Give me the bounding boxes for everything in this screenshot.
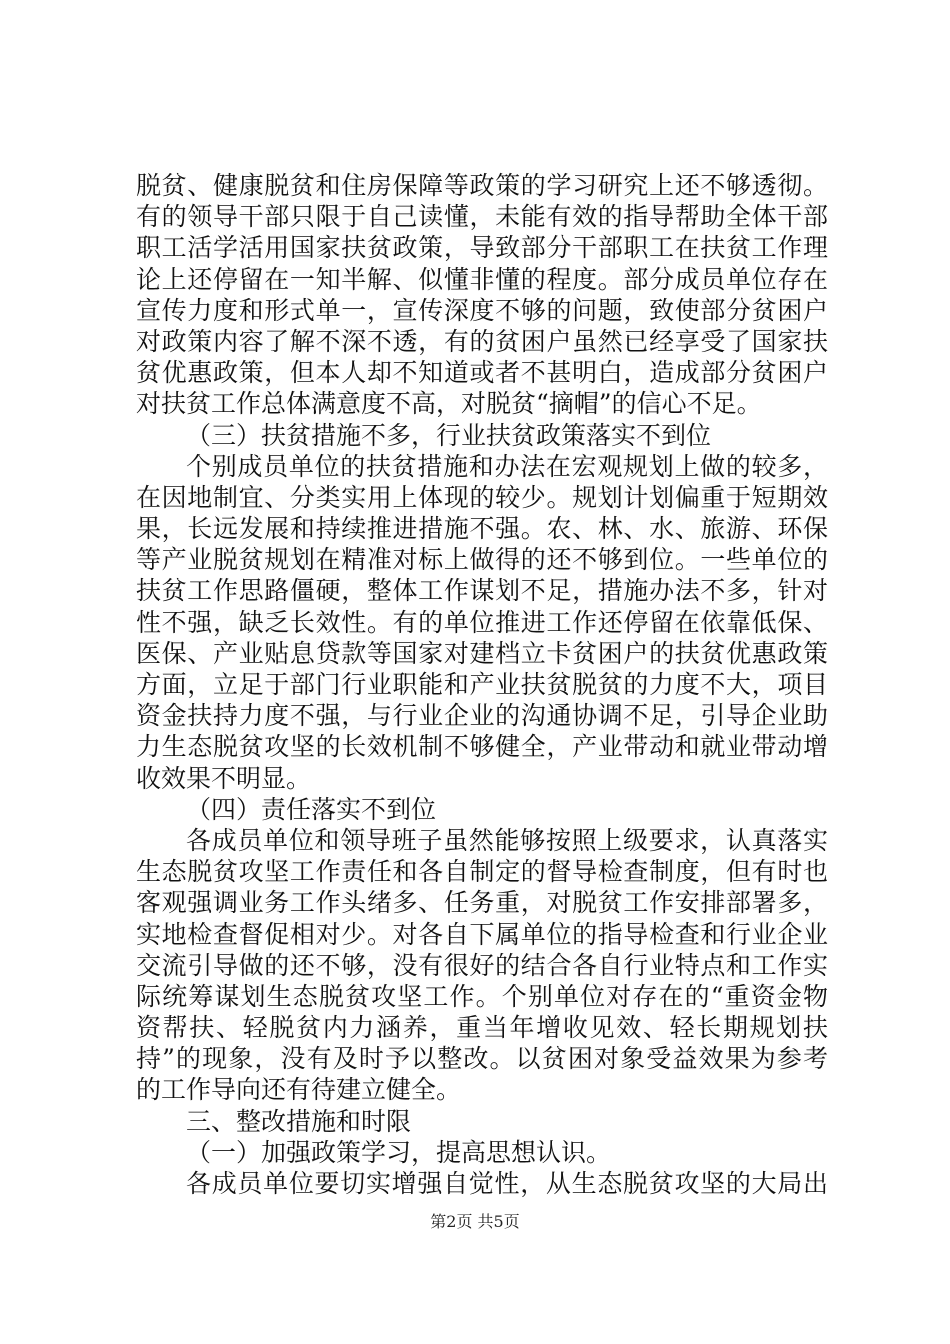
text-line: 在因地制宜、分类实用上体现的较少。规划计划偏重于短期效: [136, 482, 828, 512]
section-heading: [136, 794, 828, 825]
text-line: 实地检查督促相对少。对各自下属单位的指导检查和行业企业: [136, 919, 828, 949]
text-line: 各成员单位和领导班子虽然能够按照上级要求，认真落实: [186, 825, 828, 855]
text-line: 职工活学活用国家扶贫政策，导致部分干部职工在扶贫工作理: [136, 233, 828, 263]
text-line: 收效果不明显。: [136, 763, 312, 793]
section-heading: [136, 1137, 828, 1168]
text-line: 力生态脱贫攻坚的长效机制不够健全，产业带动和就业带动增: [136, 732, 828, 762]
document-body: [136, 170, 828, 1199]
heading-text: （四）责任落实不到位: [186, 794, 437, 824]
text-line: 性不强，缺乏长效性。有的单位推进工作还停留在依靠低保、: [136, 607, 828, 637]
text-line: 医保、产业贴息贷款等国家对建档立卡贫困户的扶贫优惠政策: [136, 638, 828, 668]
paragraph: [136, 1168, 828, 1199]
text-line: 生态脱贫攻坚工作责任和各自制定的督导检查制度，但有时也: [136, 857, 828, 887]
text-line: 资金扶持力度不强，与行业企业的沟通协调不足，引导企业助: [136, 701, 828, 731]
text-line: 交流引导做的还不够，没有很好的结合各自行业特点和工作实: [136, 950, 828, 980]
text-line: 持”的现象，没有及时予以整改。以贫困对象受益效果为参考: [136, 1044, 828, 1074]
text-line: 论上还停留在一知半解、似懂非懂的程度。部分成员单位存在: [136, 264, 828, 294]
page-number: 第2页 共5页: [430, 1212, 520, 1231]
heading-text: 三、整改措施和时限: [186, 1106, 412, 1136]
text-line: 扶贫工作思路僵硬，整体工作谋划不足，措施办法不多，针对: [136, 576, 828, 606]
text-line: 对政策内容了解不深不透，有的贫困户虽然已经享受了国家扶: [136, 326, 828, 356]
text-line: 客观强调业务工作头绪多、任务重，对脱贫工作安排部署多，: [136, 888, 828, 918]
heading-text: （一）加强政策学习，提高思想认识。: [186, 1137, 612, 1167]
text-line: 各成员单位要切实增强自觉性，从生态脱贫攻坚的大局出: [186, 1169, 828, 1198]
paragraph: [136, 825, 828, 1106]
text-line: 果，长远发展和持续推进措施不强。农、林、水、旅游、环保: [136, 514, 828, 544]
text-line: 等产业脱贫规划在精准对标上做得的还不够到位。一些单位的: [136, 545, 828, 575]
section-heading: [136, 1106, 828, 1137]
text-line: 资帮扶、轻脱贫内力涵养，重当年增收见效、轻长期规划扶: [136, 1013, 828, 1043]
text-line: 有的领导干部只限于自己读懂，未能有效的指导帮助全体干部: [136, 202, 828, 232]
text-line: 的工作导向还有待建立健全。: [136, 1075, 462, 1105]
text-line: 方面，立足于部门行业职能和产业扶贫脱贫的力度不大，项目: [136, 670, 828, 699]
text-line: 宣传力度和形式单一，宣传深度不够的问题，致使部分贫困户: [136, 295, 828, 325]
heading-text: （三）扶贫措施不多，行业扶贫政策落实不到位: [186, 420, 712, 450]
text-line: 脱贫、健康脱贫和住房保障等政策的学习研究上还不够透彻。: [136, 171, 828, 200]
section-heading: [136, 420, 828, 451]
text-line: 个别成员单位的扶贫措施和办法在宏观规划上做的较多，: [186, 451, 828, 481]
page-footer: [0, 1212, 950, 1232]
text-line: 对扶贫工作总体满意度不高，对脱贫“摘帽”的信心不足。: [136, 389, 762, 419]
paragraph: [136, 451, 828, 794]
text-line: 贫优惠政策，但本人却不知道或者不甚明白，造成部分贫困户: [136, 358, 828, 388]
text-line: 际统筹谋划生态脱贫攻坚工作。个别单位对存在的“重资金物: [136, 981, 828, 1011]
paragraph: [136, 170, 828, 420]
